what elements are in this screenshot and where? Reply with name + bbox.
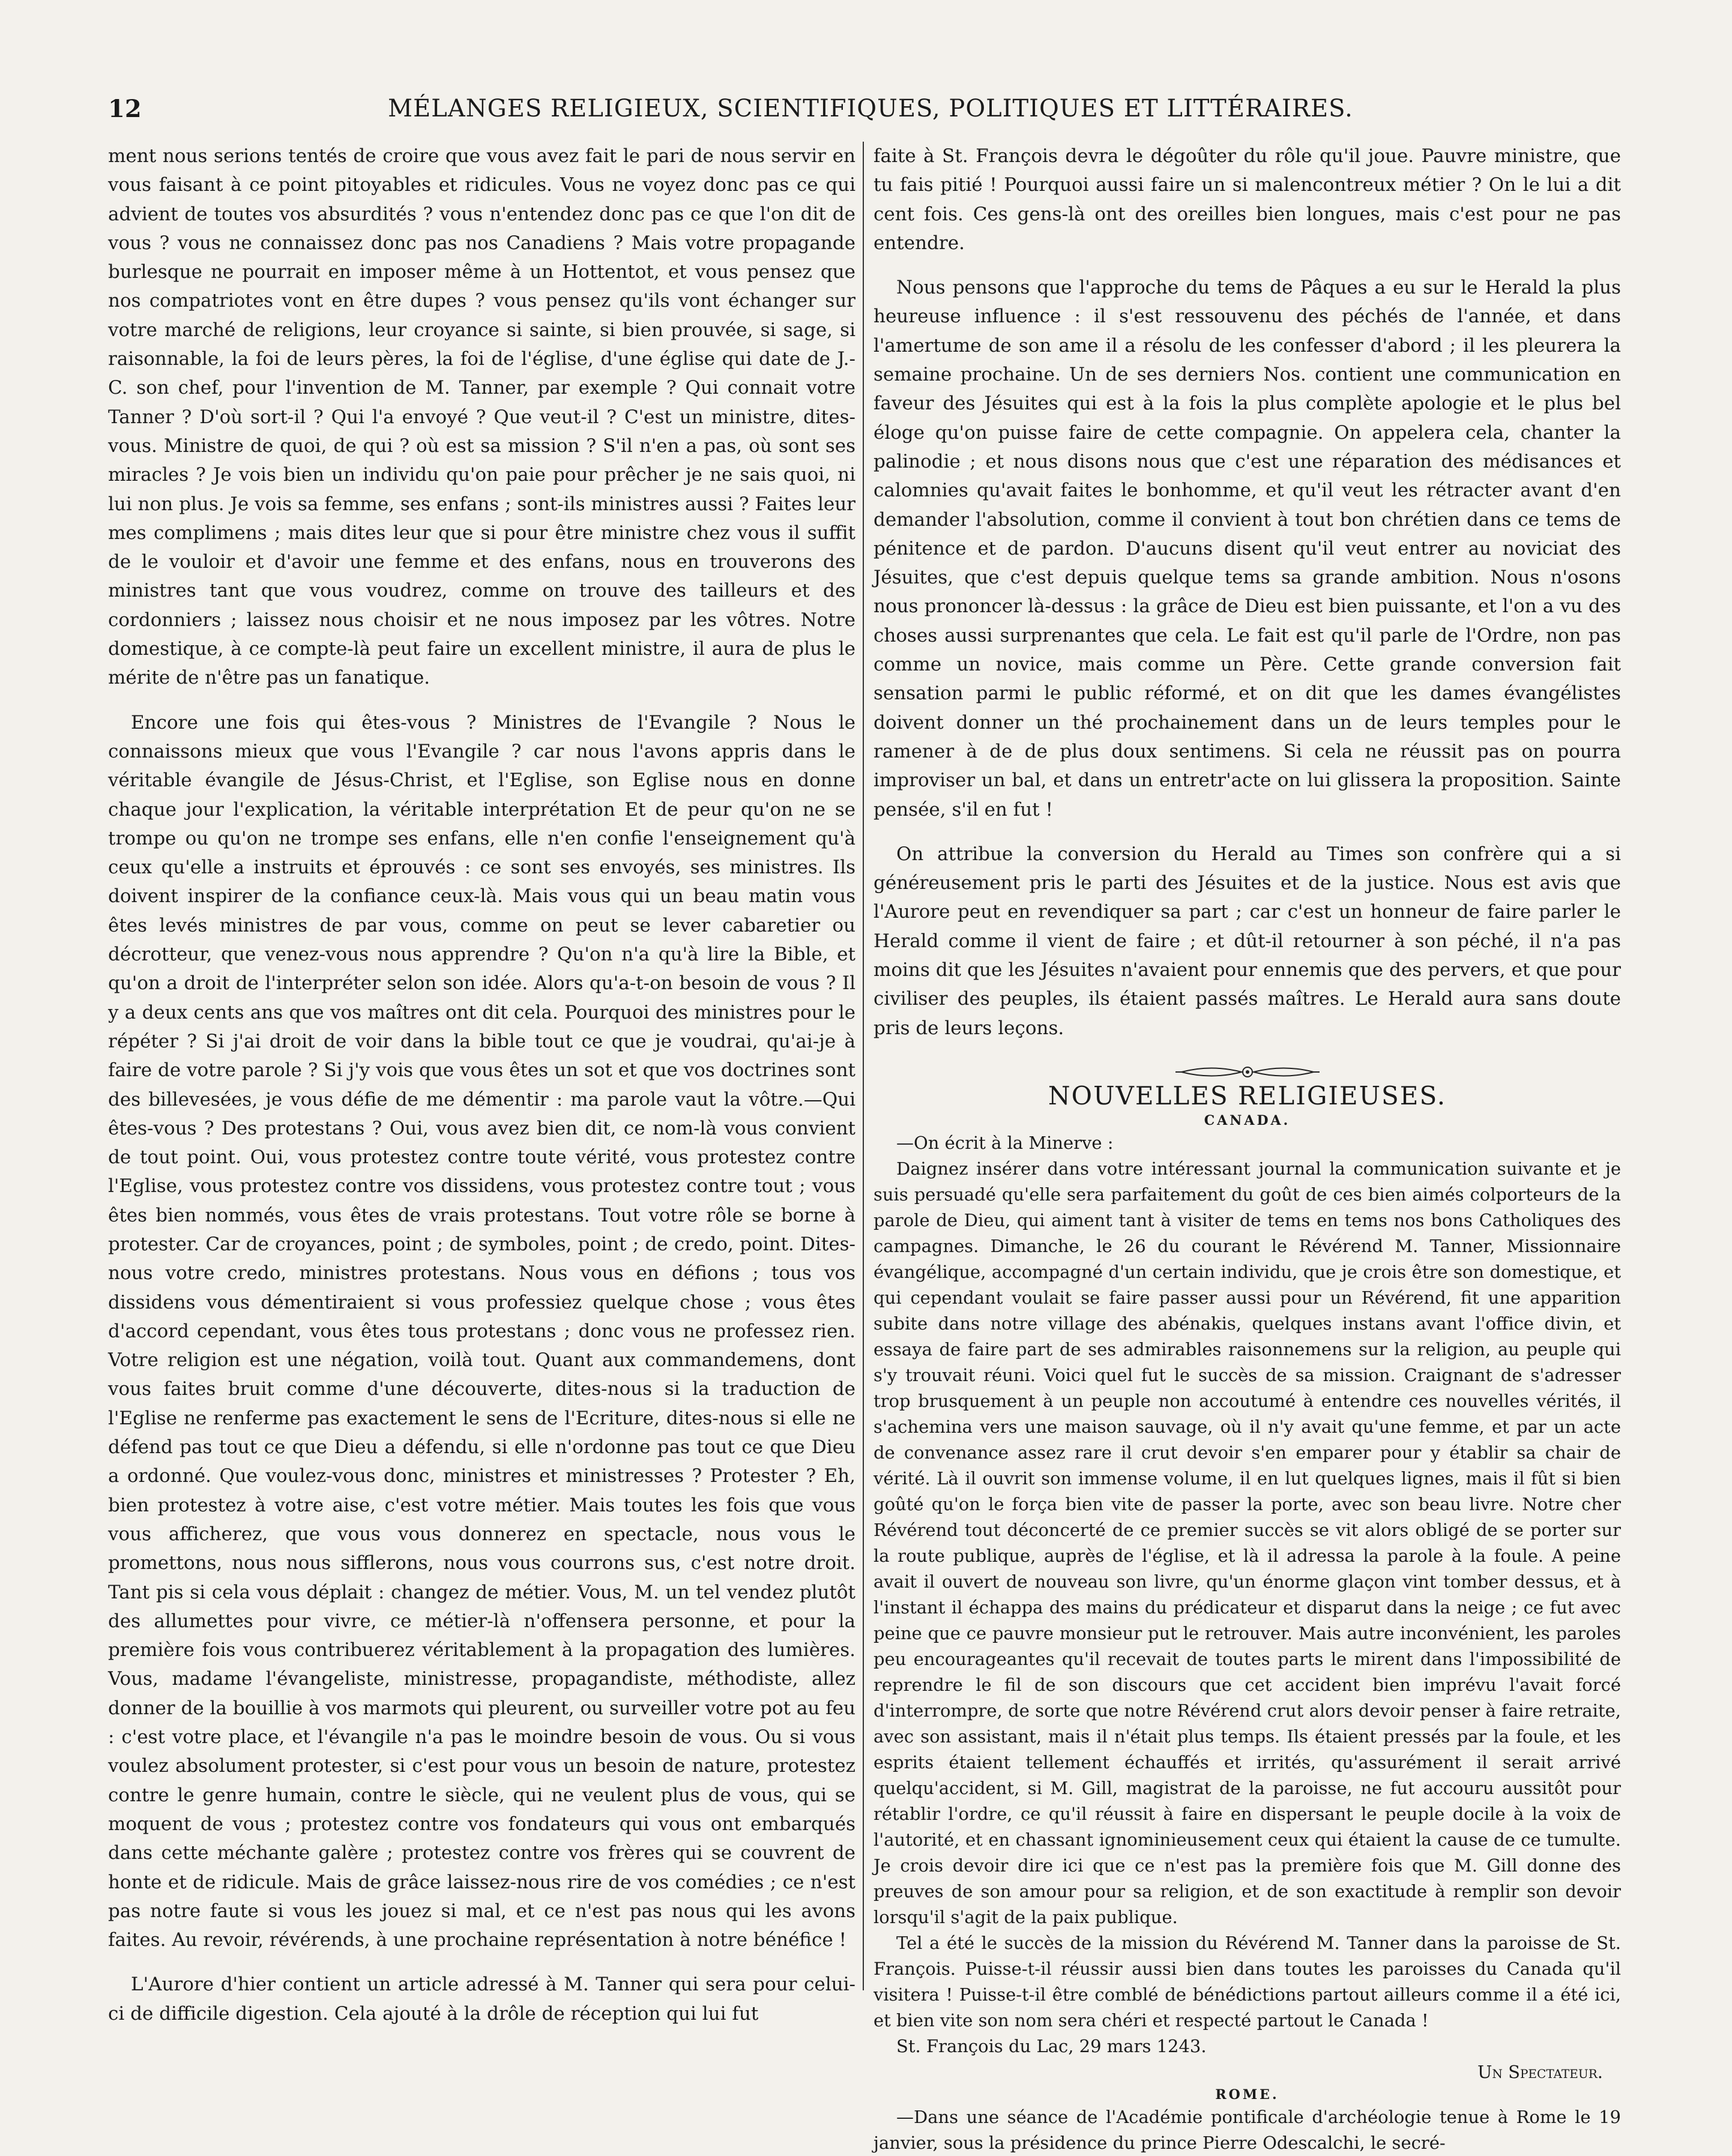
article-paragraph: ment nous serions tentés de croire que vous avez fait le pari de nous servir en vous faisant à ce point pitoyables et ridicules. Vous ne voyez donc pas ce qui advient de toutes vos absurdités ? vous n'entendez donc pas ce que l'on dit de vous ? vous ne connaissez donc pas nos Canadiens ? Mais votre propagande burlesque ne pourrait en imposer même à un Hottentot, et vous pensez que nos compatriotes vont en être dupes ? vous pensez qu'ils vont échanger sur votre marché de religions, leur croyance si sainte, si bien prouvée, si sage, si raisonnable, la foi de leurs pères, la foi de l'église, d'une église qui date de J.-C. son chef, pour l'invention de M. Tanner, par exemple ? Qui connait votre Tanner ? D'où sort-il ? Qui l'a envoyé ? Que veut-il ? C'est un ministre, dites-vous. Ministre de quoi, de qui ? où est sa mission ? S'il n'en a pas, où sont ses miracles ? Je vois bien un individu qu'on paie pour prêcher je ne sais quoi, ni lui non plus. Je vois sa femme, ses enfans ; sont-ils ministres aussi ? Faites leur mes complimens ; mais dites leur que si pour être ministre chez vous il suffit de le vouloir et d'avoir une femme et des enfans, nous en trouverons des ministres tant que vous voudrez, comme on trouve des tailleurs et des cordonniers ; laissez nous choisir et ne nous imposez par les vôtres. Notre domestique, à ce compte-là peut faire un excellent ministre, il aura de plus le mérite de n'être pas un fanatique.: [108, 145, 855, 689]
page-number: 12: [108, 95, 142, 123]
article-paragraph: —On écrit à la Minerve :: [896, 1132, 1114, 1153]
page-header: [108, 95, 1633, 132]
article-paragraph: —Dans une séance de l'Académie pontificale d'archéologie tenue à Rome le 19 janvier, sous la présidence du prince Pierre Odescalchi, le secré-: [874, 2106, 1621, 2153]
article-paragraph: L'Aurore d'hier contient un article adressé à M. Tanner qui sera pour celui-ci de difficile digestion. Cela ajouté à la drôle de réception qui lui fut: [108, 1974, 855, 2025]
article-paragraph: Nous pensons que l'approche du tems de Pâques a eu sur le Herald la plus heureuse influence : il s'est ressouvenu des péchés de l'année, et dans l'amertume de son ame il a résolu de les confesser d'abord ; il les pleurera la semaine prochaine. Un de ses derniers Nos. contient une communication en faveur des Jésuites qui est à la fois la plus complète apologie et le plus bel éloge qu'on puisse faire de cette compagnie. On appelera cela, chanter la palinodie ; et nous disons nous que c'est une réparation des médisances et calomnies qu'avait faites le bonhomme, et qu'il veut les rétracter avant d'en demander l'absolution, comme il convient à tout bon chrétien dans ce tems de pénitence et de pardon. D'aucuns disent qu'il veut entrer au noviciat des Jésuites, que c'est depuis quelque tems sa grande ambition. Nous n'osons nous prononcer là-dessus : la grâce de Dieu est bien puissante, et l'on a vu des choses aussi surprenantes que cela. Le fait est qu'il parle de l'Ordre, non pas comme un novice, mais comme un Père. Cette grande conversion fait sensation parmi le public réformé, et on dit que les dames évangélistes doivent donner un thé prochainement dans un de leurs temples pour le ramener à de de plus doux sentimens. Si cela ne réussit pas on pourra improviser un bal, et dans un entretr'acte on lui glissera la proposition. Sainte pensée, s'il en fut !: [874, 277, 1621, 821]
column-divider: [863, 142, 864, 1990]
section-title: NOUVELLES RELIGIEUSES.: [1048, 1080, 1447, 1110]
subsection-title: ROME.: [1215, 2086, 1279, 2103]
article-paragraph: Tel a été le succès de la mission du Révérend M. Tanner dans la paroisse de St. François. Puisse-t-il réussir aussi bien dans toutes les paroisses du Canada qu'il visitera ! Puisse-t-il être comblé de bénédictions partout ailleurs comme il a été ici, et bien vite son nom sera chéri et respecté partout le Canada !: [874, 1932, 1621, 2031]
section-ornament: [874, 1061, 1621, 1081]
right-column: [874, 142, 1621, 2153]
running-title: MÉLANGES RELIGIEUX, SCIENTIFIQUES, POLITIQUES ET LITTÉRAIRES.: [388, 95, 1353, 122]
section-subtitle: CANADA.: [1204, 1112, 1291, 1128]
article-paragraph: Daignez insérer dans votre intéressant journal la communication suivante et je suis persuadé qu'elle sera parfaitement du goût de ces bien aimés colporteurs de la parole de Dieu, qui aiment tant à visiter de tems en tems nos bons Catholiques des campagnes. Dimanche, le 26 du courant le Révérend M. Tanner, Missionnaire évangélique, accompagné d'un certain individu, que je crois être son domestique, et qui cependant voulait se faire passer aussi pour un Révérend, fit une apparition subite dans notre village des abénakis, quelques instans avant l'office divin, et essaya de faire part de ses admirables raisonnemens sur la religion, au peuple qui s'y trouvait réuni. Voici quel fut le succès de sa mission. Craignant de s'adresser trop brusquement à un peuple non accoutumé à entendre ces nouvelles vérités, il s'achemina vers une maison sauvage, où il n'y avait qu'une femme, et par un acte de convenance assez rare il crut devoir s'en emparer pour y établir sa chair de vérité. Là il ouvrit son immense volume, il en lut quelques lignes, mais il fût si bien goûté qu'on le força bien vite de passer la porte, avec son beau livre. Notre cher Révérend tout déconcerté de ce premier succès se vit alors obligé de se porter sur la route publique, auprès de l'église, et là il adressa la parole à la foule. A peine avait il ouvert de nouveau son livre, qu'un énorme glaçon vint tomber dessus, et à l'instant il échappa des mains du prédicateur et disparut dans la neige ; ce fut avec peine que ce pauvre monsieur put le retrouver. Mais autre inconvénient, les paroles peu encourageantes qu'il recevait de toutes parts le mirent dans l'impossibilité de reprendre le fil de son discours que cet accident bien imprévu l'avait forcé d'interrompre, de sorte que notre Révérend crut alors devoir penser à faire retraite, avec son assistant, mais il n'était plus temps. Ils étaient pressés par la foule, et les esprits étaient tellement échauffés et irrités, qu'assurément il serait arrivé quelqu'accident, si M. Gill, magistrat de la paroisse, ne fut accouru aussitôt pour rétablir l'ordre, ce qu'il réussit à faire en dispersant le peuple docile à la voix de l'autorité, et en chassant ignominieusement ceux qui étaient la cause de ce tumulte. Je crois devoir dire ici que ce n'est pas la première fois que M. Gill donne des preuves de son amour pour sa religion, et de son exactitude à remplir son devoir lorsqu'il s'agit de la paix publique.: [874, 1158, 1621, 1927]
article-paragraph: faite à St. François devra le dégoûter du rôle qu'il joue. Pauvre ministre, que tu fais pitié ! Pourquoi aussi faire un si malencontreux métier ? On le lui a dit cent fois. Ces gens-là ont des oreilles bien longues, mais c'est pour ne pas entendre.: [874, 145, 1621, 254]
article-paragraph: Encore une fois qui êtes-vous ? Ministres de l'Evangile ? Nous le connaissons mieux que vous l'Evangile ? car nous l'avons appris dans le véritable évangile de Jésus-Christ, et l'Eglise, son Eglise nous en donne chaque jour l'explication, la véritable interprétation Et de peur qu'on ne se trompe ou qu'on ne trompe ses enfans, elle n'en confie l'enseignement qu'à ceux qu'elle a instruits et éprouvés : ce sont ses envoyés, ses ministres. Ils doivent inspirer de la confiance ceux-là. Mais vous qui un beau matin vous êtes levés ministres de par vous, comme on peut se lever cabaretier ou décrotteur, que venez-vous nous apprendre ? Qu'on n'a qu'à lire la Bible, et qu'on a droit de l'interpréter selon son idée. Alors qu'a-t-on besoin de vous ? Il y a deux cents ans que vos maîtres ont dit cela. Pourquoi des ministres pour le répéter ? Si j'ai droit de voir dans la bible tout ce que je voudrai, qu'ai-je à faire de votre parole ? Si j'y vois que vous êtes un sot et que vos doctrines sont des billevesées, je vous défie de me démentir : ma parole vaut la vôtre.—Qui êtes-vous ? Des protestans ? Oui, vous avez bien dit, ce nom-là vous convient de tout point. Oui, vous protestez contre toute vérité, vous protestez contre l'Eglise, vous protestez contre vos dissidens, vous protestez contre tout ; vous êtes bien nommés, vous êtes de vrais protestans. Tout votre rôle se borne à protester. Car de croyances, point ; de symboles, point ; de credo, point. Dites-nous votre credo, ministres protestans. Nous vous en défions ; tous vos dissidens vous démentiraient si vous professiez quelque chose ; vous êtes d'accord cependant, vous êtes tous protestans ; donc vous ne professez rien. Votre religion est une négation, voilà tout. Quant aux commandemens, dont vous faites bruit comme d'une découverte, dites-nous si la traduction de l'Eglise ne renferme pas exactement le sens de l'Ecriture, dites-nous si elle ne défend pas tout ce que Dieu a défendu, si elle n'ordonne pas tout ce que Dieu a ordonné. Que voulez-vous donc, ministres et ministresses ? Protester ? Eh, bien protestez à votre aise, c'est votre métier. Mais toutes les fois que vous vous afficherez, que vous vous donnerez en spectacle, nous vous le promettons, nous nous sifflerons, nous vous courrons sus, c'est notre droit. Tant pis si cela vous déplait : changez de métier. Vous, M. un tel vendez plutôt des allumettes pour vivre, ce métier-là n'offensera personne, et pour la première fois vous contribuerez véritablement à la propagation des lumières. Vous, madame l'évangeliste, ministresse, propagandiste, méthodiste, allez donner de la bouillie à vos marmots qui pleurent, ou surveiller votre pot au feu : c'est votre place, et l'évangile n'a pas le moindre besoin de vous. Ou si vous voulez absolument protester, si c'est pour vous un besoin de nature, protestez contre le genre humain, contre le siècle, qui ne veulent plus de vous, qui se moquent de vous ; protestez contre vos fondateurs qui vous ont embarqués dans cette méchante galère ; protestez contre vos frères qui se couvrent de honte et de ridicule. Mais de grâce laissez-nous rire de vos comédies ; ce n'est pas notre faute si vous les jouez si mal, et ce n'est pas nous qui les avons faites. Au revoir, révérends, à une prochaine représentation à notre bénéfice !: [108, 711, 855, 1951]
signature: Un Spectateur.: [1477, 2061, 1603, 2082]
ornament-divider-icon: [1175, 1063, 1320, 1081]
article-paragraph: On attribue la conversion du Herald au Times son confrère qui a si généreusement pris le parti des Jésuites et de la justice. Nous est avis que l'Aurore peut en revendiquer sa part ; car c'est un honneur de faire parler le Herald comme il vient de faire ; et dût-il retourner à son péché, il n'a pas moins dit que les Jésuites n'avaient pour ennemis que des pervers, et que pour civiliser des peuples, ils étaient passés maîtres. Le Herald aura sans doute pris de leurs leçons.: [874, 843, 1621, 1039]
left-column: [108, 142, 855, 2025]
dateline: St. François du Lac, 29 mars 1243.: [896, 2035, 1207, 2056]
